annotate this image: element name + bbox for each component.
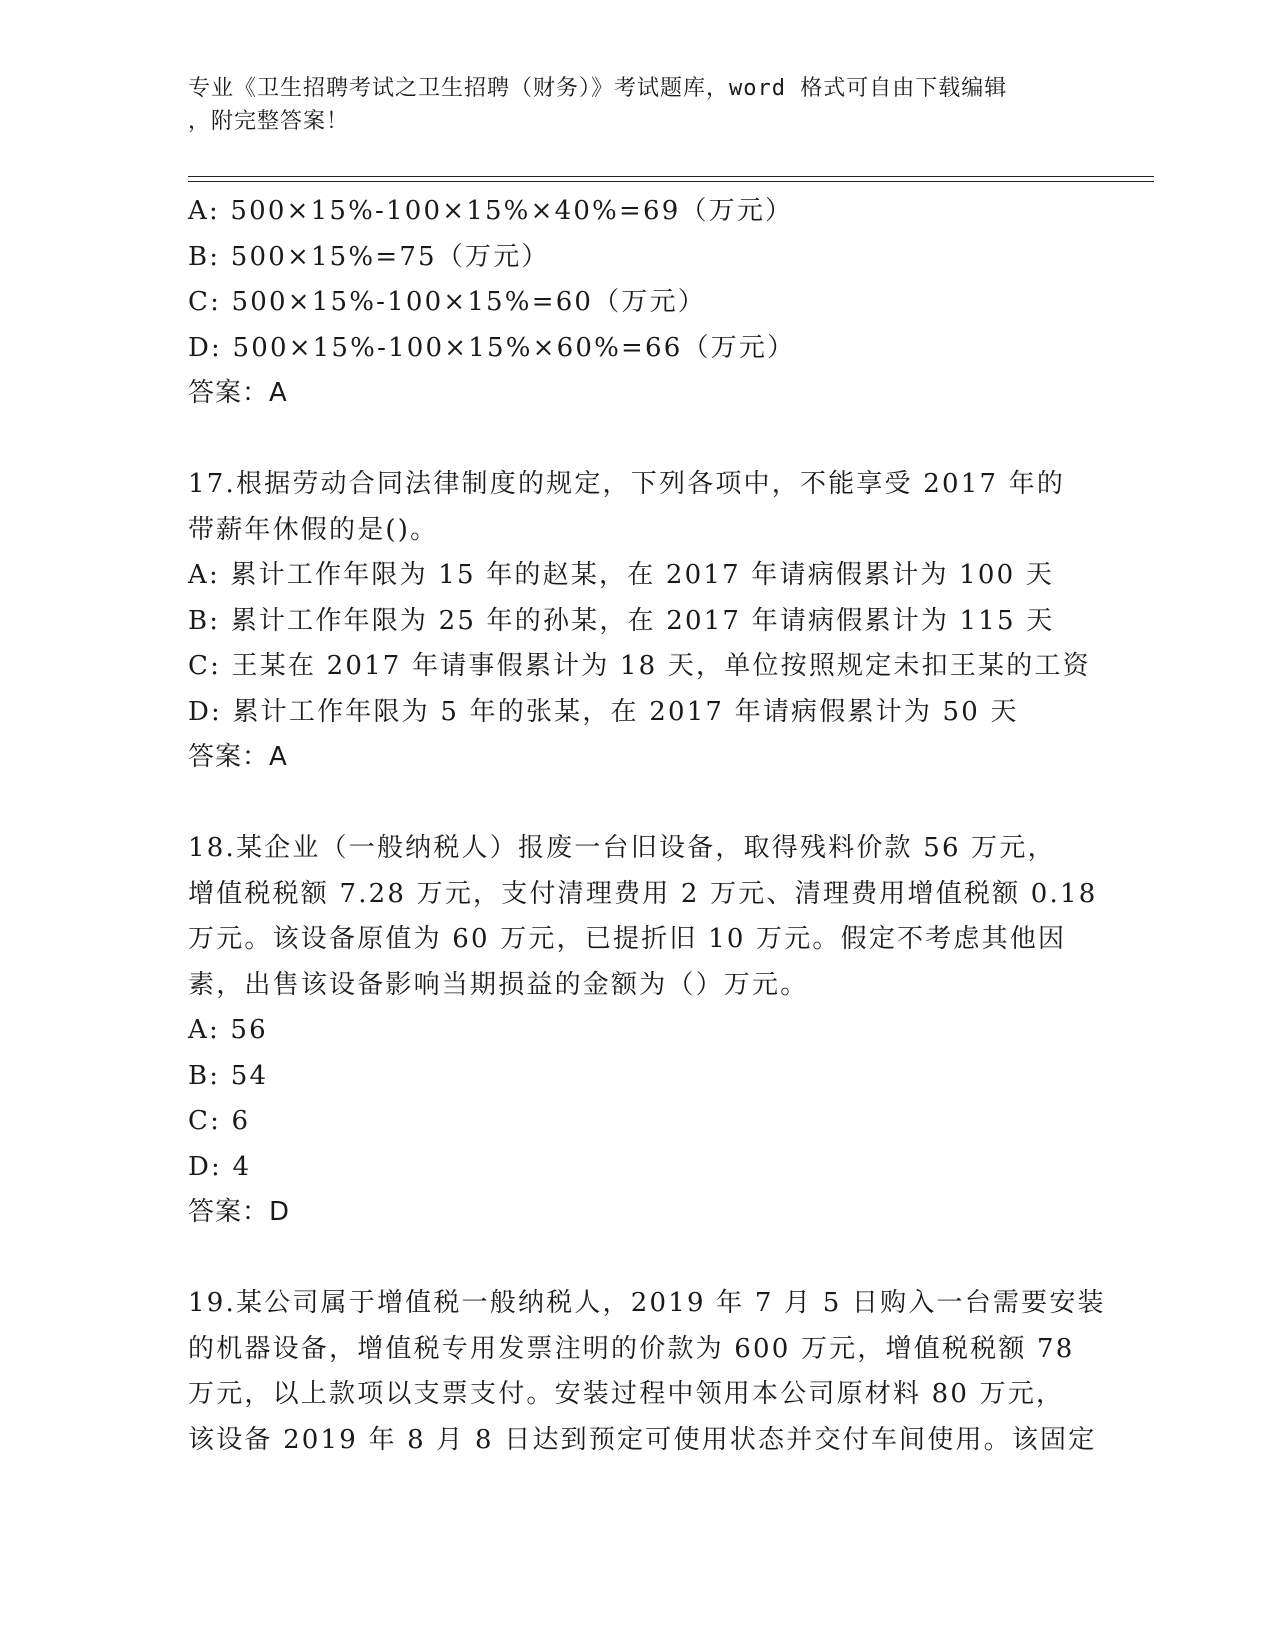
option-b: B: 500×15%=75（万元） — [188, 241, 550, 272]
document-body — [188, 189, 1106, 1463]
question-stem-line: 增值税税额 7.28 万元，支付清理费用 2 万元、清理费用增值税额 0.18 — [188, 878, 1098, 909]
question-17 — [188, 462, 1091, 781]
question-stem-line: 19.某公司属于增值税一般纳税人，2019 年 7 月 5 日购入一台需要安装 — [188, 1288, 1106, 1318]
answer-line: 答案：A — [188, 742, 288, 772]
header-divider-bottom — [188, 181, 1154, 182]
header-line-2: ，附完整答案！ — [188, 109, 350, 134]
answer-line: 答案：D — [188, 1197, 291, 1227]
option-a: A: 56 — [188, 1015, 268, 1045]
option-c: C: 王某在 2017 年请事假累计为 18 天，单位按照规定未扣王某的工资 — [188, 651, 1091, 681]
question-stem-line: 带薪年休假的是()。 — [188, 514, 439, 545]
question-stem-line: 该设备 2019 年 8 月 8 日达到预定可使用状态并交付车间使用。该固定 — [188, 1424, 1097, 1455]
option-a: A: 累计工作年限为 15 年的赵某，在 2017 年请病假累计为 100 天 — [188, 560, 1055, 590]
option-d: D: 500×15%-100×15%×60%=66（万元） — [188, 332, 796, 363]
question-18 — [188, 826, 1098, 1236]
spacer — [188, 417, 1088, 463]
question-stem-line: 素，出售该设备影响当期损益的金额为（）万元。 — [188, 969, 809, 1000]
header-divider-top — [188, 176, 1154, 177]
option-c: C: 500×15%-100×15%=60（万元） — [188, 287, 706, 317]
header-line-1: 专业《卫生招聘考试之卫生招聘（财务）》考试题库，word 格式可自由下载编辑 — [188, 76, 1008, 101]
question-stem-line: 万元。该设备原值为 60 万元，已提折旧 10 万元。假定不考虑其他因 — [188, 924, 1067, 954]
question-19 — [188, 1281, 1106, 1463]
answer-line: 答案：A — [188, 378, 288, 408]
option-d: D: 4 — [188, 1151, 252, 1182]
question-16 — [188, 189, 1088, 417]
document-header — [188, 72, 1068, 138]
option-a: A: 500×15%-100×15%×40%=69（万元） — [188, 196, 794, 226]
option-c: C: 6 — [188, 1106, 251, 1136]
option-b: B: 累计工作年限为 25 年的孙某，在 2017 年请病假累计为 115 天 — [188, 605, 1055, 636]
option-b: B: 54 — [188, 1060, 269, 1091]
question-stem-line: 万元，以上款项以支票支付。安装过程中领用本公司原材料 80 万元， — [188, 1379, 1065, 1409]
question-stem-line: 17.根据劳动合同法律制度的规定，下列各项中，不能享受 2017 年的 — [188, 469, 1066, 499]
spacer — [188, 1236, 1088, 1282]
question-stem-line: 的机器设备，增值税专用发票注明的价款为 600 万元，增值税税额 78 — [188, 1333, 1075, 1364]
spacer — [188, 781, 1088, 827]
question-stem-line: 18.某企业（一般纳税人）报废一台旧设备，取得残料价款 56 万元， — [188, 833, 1056, 863]
option-d: D: 累计工作年限为 5 年的张某，在 2017 年请病假累计为 50 天 — [188, 696, 1019, 727]
